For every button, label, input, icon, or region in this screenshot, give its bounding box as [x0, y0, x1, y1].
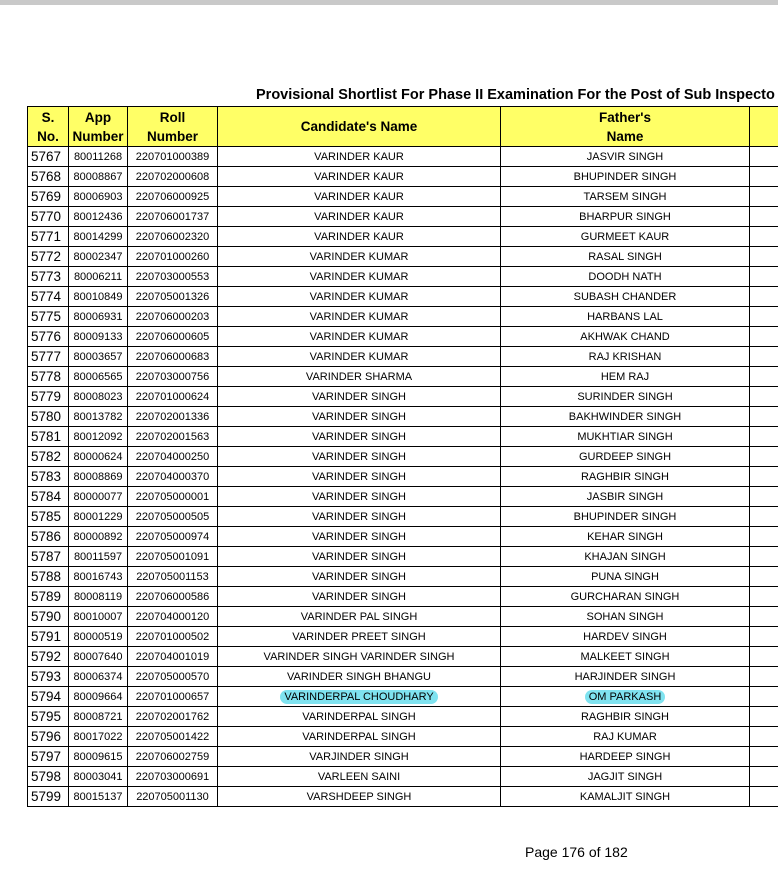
- cell-roll-number: 220706000203: [128, 307, 218, 327]
- table-row: [28, 507, 778, 527]
- cell-app-number: 80014299: [69, 227, 128, 247]
- cell-roll-number: 220705000001: [128, 487, 218, 507]
- header-roll-line2: Number: [146, 128, 198, 144]
- cell-father-name: GURDEEP SINGH: [501, 447, 750, 467]
- cell-candidate-name: VARINDER SINGH VARINDER SINGH: [218, 647, 501, 667]
- cell-father-name: JASVIR SINGH: [501, 147, 750, 167]
- cell-father-name: DOODH NATH: [501, 267, 750, 287]
- cell-candidate-name: VARINDER SINGH: [218, 407, 501, 427]
- top-border-bar: [0, 0, 778, 5]
- cell-serial-number: 5785: [28, 507, 69, 527]
- cell-father-name: SURINDER SINGH: [501, 387, 750, 407]
- cell-cut-off: [750, 767, 778, 787]
- table-row: [28, 687, 778, 707]
- cell-father-name: RASAL SINGH: [501, 247, 750, 267]
- cell-father-name: HARDEV SINGH: [501, 627, 750, 647]
- cell-serial-number: 5796: [28, 727, 69, 747]
- cell-father-name: MUKHTIAR SINGH: [501, 427, 750, 447]
- cell-father-name: HARJINDER SINGH: [501, 667, 750, 687]
- cell-roll-number: 220706000925: [128, 187, 218, 207]
- cell-candidate-name: VARINDER SINGH: [218, 527, 501, 547]
- cell-roll-number: 220706000605: [128, 327, 218, 347]
- cell-candidate-name: VARINDER SINGH: [218, 567, 501, 587]
- table-body: [28, 147, 778, 807]
- cell-candidate-name: VARINDER SINGH: [218, 467, 501, 487]
- cell-cut-off: [750, 327, 778, 347]
- header-app-line1: App: [84, 109, 112, 125]
- cell-serial-number: 5772: [28, 247, 69, 267]
- cell-cut-off: [750, 687, 778, 707]
- cell-father-name: BHUPINDER SINGH: [501, 167, 750, 187]
- header-candidate-name: Candidate's Name: [218, 107, 501, 147]
- cell-roll-number: 220703000553: [128, 267, 218, 287]
- cell-roll-number: 220702001336: [128, 407, 218, 427]
- table-row: [28, 527, 778, 547]
- cell-father-name: AKHWAK CHAND: [501, 327, 750, 347]
- table-row: [28, 387, 778, 407]
- cell-candidate-name: VARINDER SINGH: [218, 587, 501, 607]
- cell-app-number: 80008721: [69, 707, 128, 727]
- cell-father-name: KEHAR SINGH: [501, 527, 750, 547]
- table-row: [28, 667, 778, 687]
- header-roll-number: [128, 107, 218, 147]
- cell-candidate-name: VARINDER KUMAR: [218, 267, 501, 287]
- cell-serial-number: 5777: [28, 347, 69, 367]
- cell-father-name: RAJ KUMAR: [501, 727, 750, 747]
- cell-candidate-name: VARINDER KAUR: [218, 207, 501, 227]
- table-row: [28, 467, 778, 487]
- cell-candidate-name: VARINDER KUMAR: [218, 247, 501, 267]
- cell-serial-number: 5789: [28, 587, 69, 607]
- cell-father-name: BHARPUR SINGH: [501, 207, 750, 227]
- table-row: [28, 327, 778, 347]
- cell-serial-number: 5791: [28, 627, 69, 647]
- table-row: [28, 227, 778, 247]
- cell-father-name-highlight: OM PARKASH: [585, 690, 666, 704]
- cell-app-number: 80006565: [69, 367, 128, 387]
- header-sno-line1: S.: [41, 109, 55, 125]
- cell-serial-number: 5783: [28, 467, 69, 487]
- table-row: [28, 187, 778, 207]
- cell-father-name: HARDEEP SINGH: [501, 747, 750, 767]
- cell-roll-number: 220701000389: [128, 147, 218, 167]
- cell-father-name: MALKEET SINGH: [501, 647, 750, 667]
- table-row: [28, 707, 778, 727]
- cell-roll-number: 220701000624: [128, 387, 218, 407]
- cell-father-name: RAGHBIR SINGH: [501, 707, 750, 727]
- cell-candidate-name: VARINDER SINGH: [218, 547, 501, 567]
- cell-candidate-name: VARINDER KUMAR: [218, 287, 501, 307]
- cell-cut-off: [750, 547, 778, 567]
- cell-app-number: 80000892: [69, 527, 128, 547]
- cell-roll-number: 220702001762: [128, 707, 218, 727]
- cell-app-number: 80008023: [69, 387, 128, 407]
- cell-candidate-name: VARINDER KAUR: [218, 187, 501, 207]
- cell-candidate-name: VARINDER KAUR: [218, 227, 501, 247]
- table-row: [28, 447, 778, 467]
- table-row: [28, 407, 778, 427]
- cell-roll-number: 220705001326: [128, 287, 218, 307]
- cell-app-number: 80010007: [69, 607, 128, 627]
- cell-cut-off: [750, 747, 778, 767]
- table-row: [28, 787, 778, 807]
- cell-cut-off: [750, 187, 778, 207]
- cell-app-number: 80011597: [69, 547, 128, 567]
- table-row: [28, 487, 778, 507]
- cell-father-name: SUBASH CHANDER: [501, 287, 750, 307]
- cell-serial-number: 5792: [28, 647, 69, 667]
- cell-cut-off: [750, 487, 778, 507]
- table-row: [28, 607, 778, 627]
- table-header-row: [28, 107, 778, 147]
- table-row: [28, 247, 778, 267]
- cell-father-name: KHAJAN SINGH: [501, 547, 750, 567]
- header-app-line2: Number: [72, 128, 124, 144]
- cell-app-number: 80006931: [69, 307, 128, 327]
- cell-roll-number: 220702001563: [128, 427, 218, 447]
- cell-serial-number: 5776: [28, 327, 69, 347]
- cell-serial-number: 5798: [28, 767, 69, 787]
- cell-serial-number: 5786: [28, 527, 69, 547]
- cell-cut-off: [750, 527, 778, 547]
- cell-candidate-name: VARINDERPAL SINGH: [218, 707, 501, 727]
- cell-candidate-name: VARINDER KUMAR: [218, 347, 501, 367]
- cell-candidate-name: VARINDER KUMAR: [218, 327, 501, 347]
- cell-app-number: 80009133: [69, 327, 128, 347]
- cell-app-number: 80008867: [69, 167, 128, 187]
- cell-candidate-name: VARINDER PREET SINGH: [218, 627, 501, 647]
- cell-serial-number: 5770: [28, 207, 69, 227]
- cell-roll-number: 220704000370: [128, 467, 218, 487]
- cell-serial-number: 5778: [28, 367, 69, 387]
- header-cut-off-column: [750, 107, 778, 147]
- cell-cut-off: [750, 227, 778, 247]
- cell-roll-number: 220706000683: [128, 347, 218, 367]
- cell-cut-off: [750, 287, 778, 307]
- cell-cut-off: [750, 247, 778, 267]
- cell-app-number: 80006211: [69, 267, 128, 287]
- table-row: [28, 627, 778, 647]
- cell-cut-off: [750, 787, 778, 807]
- cell-cut-off: [750, 727, 778, 747]
- cell-roll-number: 220706000586: [128, 587, 218, 607]
- cell-serial-number: 5774: [28, 287, 69, 307]
- cell-candidate-name: VARINDER KUMAR: [218, 307, 501, 327]
- cell-cut-off: [750, 167, 778, 187]
- cell-serial-number: 5787: [28, 547, 69, 567]
- table-row: [28, 567, 778, 587]
- cell-serial-number: 5769: [28, 187, 69, 207]
- cell-serial-number: 5782: [28, 447, 69, 467]
- cell-cut-off: [750, 267, 778, 287]
- cell-cut-off: [750, 587, 778, 607]
- cell-roll-number: 220705001130: [128, 787, 218, 807]
- cell-serial-number: 5773: [28, 267, 69, 287]
- cell-father-name: KAMALJIT SINGH: [501, 787, 750, 807]
- table-row: [28, 207, 778, 227]
- cell-roll-number: 220705001091: [128, 547, 218, 567]
- cell-father-name: RAGHBIR SINGH: [501, 467, 750, 487]
- table-row: [28, 307, 778, 327]
- cell-candidate-name: VARLEEN SAINI: [218, 767, 501, 787]
- table-row: [28, 147, 778, 167]
- cell-cut-off: [750, 347, 778, 367]
- cell-father-name: [501, 687, 750, 707]
- table-row: [28, 547, 778, 567]
- table-row: [28, 287, 778, 307]
- cell-roll-number: 220701000260: [128, 247, 218, 267]
- cell-roll-number: 220706002320: [128, 227, 218, 247]
- cell-app-number: 80015137: [69, 787, 128, 807]
- cell-roll-number: 220705000505: [128, 507, 218, 527]
- cell-father-name: BAKHWINDER SINGH: [501, 407, 750, 427]
- cell-cut-off: [750, 307, 778, 327]
- cell-cut-off: [750, 387, 778, 407]
- cell-serial-number: 5768: [28, 167, 69, 187]
- header-father-name: [501, 107, 750, 147]
- cell-serial-number: 5790: [28, 607, 69, 627]
- cell-app-number: 80009664: [69, 687, 128, 707]
- cell-candidate-name: VARINDERPAL SINGH: [218, 727, 501, 747]
- cell-app-number: 80000519: [69, 627, 128, 647]
- cell-candidate-name: VARSHDEEP SINGH: [218, 787, 501, 807]
- cell-app-number: 80006903: [69, 187, 128, 207]
- cell-app-number: 80009615: [69, 747, 128, 767]
- cell-serial-number: 5771: [28, 227, 69, 247]
- cell-cut-off: [750, 447, 778, 467]
- cell-serial-number: 5784: [28, 487, 69, 507]
- cell-father-name: GURMEET KAUR: [501, 227, 750, 247]
- cell-app-number: 80013782: [69, 407, 128, 427]
- cell-cut-off: [750, 647, 778, 667]
- cell-cut-off: [750, 567, 778, 587]
- cell-cut-off: [750, 507, 778, 527]
- cell-cut-off: [750, 147, 778, 167]
- cell-roll-number: 220705001422: [128, 727, 218, 747]
- cell-app-number: 80011268: [69, 147, 128, 167]
- header-sno-line2: No.: [37, 128, 59, 144]
- table-row: [28, 347, 778, 367]
- cell-candidate-name: VARINDER KAUR: [218, 147, 501, 167]
- cell-father-name: PUNA SINGH: [501, 567, 750, 587]
- cell-app-number: 80016743: [69, 567, 128, 587]
- cell-cut-off: [750, 407, 778, 427]
- header-roll-line1: Roll: [159, 109, 186, 125]
- table-row: [28, 767, 778, 787]
- cell-candidate-name: VARINDER SINGH: [218, 387, 501, 407]
- cell-roll-number: 220703000691: [128, 767, 218, 787]
- table-row: [28, 267, 778, 287]
- cell-cut-off: [750, 627, 778, 647]
- cell-serial-number: 5797: [28, 747, 69, 767]
- cell-cut-off: [750, 367, 778, 387]
- cell-app-number: 80003041: [69, 767, 128, 787]
- cell-roll-number: 220705001153: [128, 567, 218, 587]
- cell-app-number: 80017022: [69, 727, 128, 747]
- cell-father-name: RAJ KRISHAN: [501, 347, 750, 367]
- cell-app-number: 80010849: [69, 287, 128, 307]
- cell-roll-number: 220706001737: [128, 207, 218, 227]
- cell-serial-number: 5793: [28, 667, 69, 687]
- cell-serial-number: 5795: [28, 707, 69, 727]
- header-app-number: [69, 107, 128, 147]
- cell-serial-number: 5799: [28, 787, 69, 807]
- cell-father-name: HARBANS LAL: [501, 307, 750, 327]
- cell-app-number: 80012436: [69, 207, 128, 227]
- cell-father-name: SOHAN SINGH: [501, 607, 750, 627]
- cell-app-number: 80003657: [69, 347, 128, 367]
- cell-roll-number: 220706002759: [128, 747, 218, 767]
- cell-candidate-name: VARJINDER SINGH: [218, 747, 501, 767]
- cell-app-number: 80007640: [69, 647, 128, 667]
- document-title: Provisional Shortlist For Phase II Examination For the Post of Sub Inspecto: [256, 87, 775, 103]
- cell-serial-number: 5767: [28, 147, 69, 167]
- cell-father-name: TARSEM SINGH: [501, 187, 750, 207]
- shortlist-table: [27, 106, 778, 807]
- table-row: [28, 747, 778, 767]
- cell-cut-off: [750, 667, 778, 687]
- cell-roll-number: 220702000608: [128, 167, 218, 187]
- cell-candidate-name: VARINDER KAUR: [218, 167, 501, 187]
- header-father-line1: Father's: [599, 109, 651, 125]
- cell-candidate-name: VARINDER SINGH: [218, 447, 501, 467]
- cell-app-number: 80012092: [69, 427, 128, 447]
- cell-app-number: 80008869: [69, 467, 128, 487]
- cell-app-number: 80008119: [69, 587, 128, 607]
- table-row: [28, 167, 778, 187]
- cell-app-number: 80001229: [69, 507, 128, 527]
- page-number: Page 176 of 182: [525, 844, 628, 860]
- shortlist-table-container: [27, 106, 778, 809]
- cell-father-name: JAGJIT SINGH: [501, 767, 750, 787]
- cell-roll-number: 220701000502: [128, 627, 218, 647]
- cell-father-name: JASBIR SINGH: [501, 487, 750, 507]
- cell-roll-number: 220705000974: [128, 527, 218, 547]
- table-row: [28, 647, 778, 667]
- cell-serial-number: 5794: [28, 687, 69, 707]
- cell-father-name: HEM RAJ: [501, 367, 750, 387]
- cell-app-number: 80006374: [69, 667, 128, 687]
- cell-father-name: GURCHARAN SINGH: [501, 587, 750, 607]
- cell-cut-off: [750, 427, 778, 447]
- table-row: [28, 367, 778, 387]
- cell-app-number: 80000624: [69, 447, 128, 467]
- cell-roll-number: 220704000120: [128, 607, 218, 627]
- cell-candidate-name: VARINDER SINGH: [218, 487, 501, 507]
- cell-serial-number: 5779: [28, 387, 69, 407]
- cell-cut-off: [750, 207, 778, 227]
- cell-app-number: 80000077: [69, 487, 128, 507]
- cell-candidate-name: VARINDER SHARMA: [218, 367, 501, 387]
- table-row: [28, 727, 778, 747]
- cell-candidate-name: VARINDER SINGH: [218, 507, 501, 527]
- cell-candidate-name: VARINDER SINGH BHANGU: [218, 667, 501, 687]
- cell-app-number: 80002347: [69, 247, 128, 267]
- cell-candidate-name: VARINDER SINGH: [218, 427, 501, 447]
- cell-cut-off: [750, 607, 778, 627]
- cell-roll-number: 220704001019: [128, 647, 218, 667]
- cell-roll-number: 220704000250: [128, 447, 218, 467]
- cell-candidate-name: VARINDER PAL SINGH: [218, 607, 501, 627]
- cell-father-name: BHUPINDER SINGH: [501, 507, 750, 527]
- cell-candidate-name: [218, 687, 501, 707]
- header-sno: [28, 107, 69, 147]
- table-row: [28, 427, 778, 447]
- header-father-line2: Name: [606, 128, 644, 144]
- cell-serial-number: 5775: [28, 307, 69, 327]
- cell-roll-number: 220703000756: [128, 367, 218, 387]
- table-row: [28, 587, 778, 607]
- cell-serial-number: 5780: [28, 407, 69, 427]
- cell-candidate-name-highlight: VARINDERPAL CHOUDHARY: [280, 690, 437, 704]
- cell-roll-number: 220705000570: [128, 667, 218, 687]
- cell-roll-number: 220701000657: [128, 687, 218, 707]
- cell-cut-off: [750, 707, 778, 727]
- cell-serial-number: 5781: [28, 427, 69, 447]
- cell-cut-off: [750, 467, 778, 487]
- cell-serial-number: 5788: [28, 567, 69, 587]
